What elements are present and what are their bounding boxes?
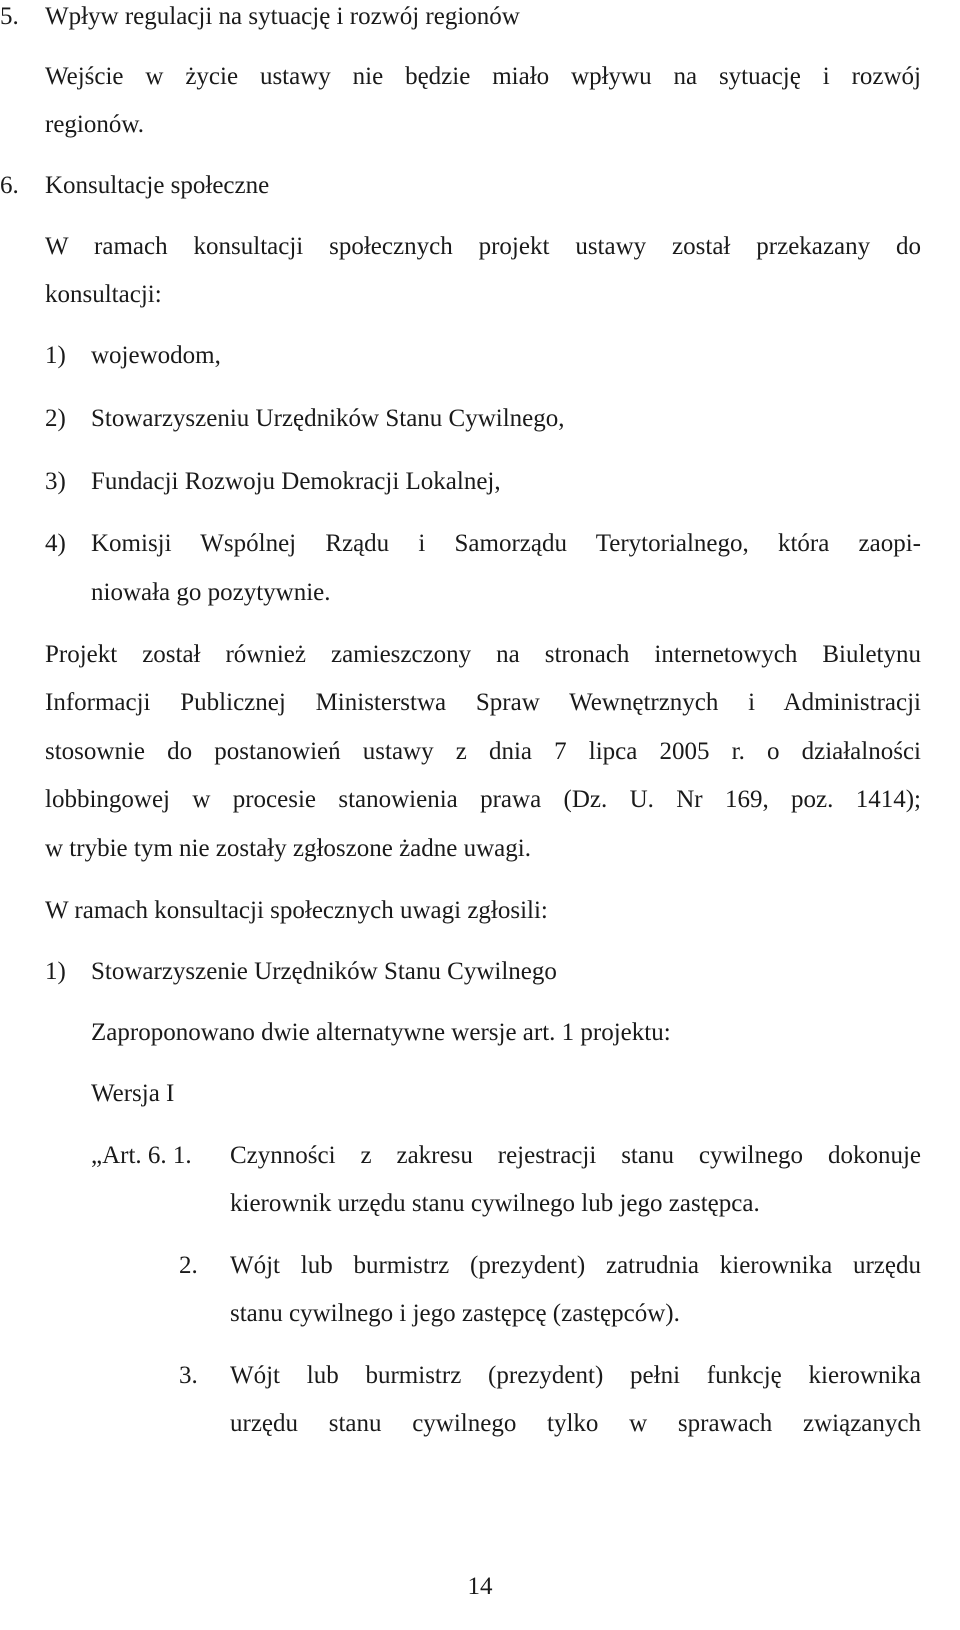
commenter-name: Stowarzyszenie Urzędników Stanu Cywilnego bbox=[91, 958, 557, 985]
article-label: „Art. 6. 1. bbox=[91, 1142, 192, 1169]
recipient-4-text-line-2: niowała go pozytywnie. bbox=[91, 579, 331, 606]
article-item-2-number: 2. bbox=[179, 1252, 198, 1279]
commenter-number: 1) bbox=[45, 958, 66, 985]
section-6-intro-line-1: W ramach konsultacji społecznych projekt ustawy został przekazany do bbox=[45, 233, 921, 260]
recipient-4-text-line-1: Komisji Wspólnej Rządu i Samorządu Terytorialnego, która zaopi- bbox=[91, 530, 921, 557]
article-item-3-line-1: Wójt lub burmistrz (prezydent) pełni funkcję kierownika bbox=[230, 1362, 921, 1389]
publication-line-1: Projekt został również zamieszczony na stronach internetowych Biuletynu bbox=[45, 641, 921, 668]
page-number: 14 bbox=[467, 1573, 493, 1600]
article-item-3-number: 3. bbox=[179, 1362, 198, 1389]
section-5-number: 5. bbox=[0, 3, 19, 30]
version-label: Wersja I bbox=[91, 1080, 175, 1107]
section-5-paragraph-line-1: Wejście w życie ustawy nie będzie miało wpływu na sytuację i rozwój bbox=[45, 63, 921, 90]
recipient-2-text: Stowarzyszeniu Urzędników Stanu Cywilnego, bbox=[91, 405, 565, 432]
section-5-heading: Wpływ regulacji na sytuację i rozwój regionów bbox=[45, 3, 520, 30]
section-6-number: 6. bbox=[0, 172, 19, 199]
publication-line-2: Informacji Publicznej Ministerstwa Spraw Wewnętrznych i Administracji bbox=[45, 689, 921, 716]
publication-line-4: lobbingowej w procesie stanowienia prawa (Dz. U. Nr 169, poz. 1414); bbox=[45, 786, 921, 813]
article-item-3-line-2: urzędu stanu cywilnego tylko w sprawach związanych bbox=[230, 1410, 921, 1437]
publication-line-5: w trybie tym nie zostały zgłoszone żadne uwagi. bbox=[45, 835, 531, 862]
recipient-4-number: 4) bbox=[45, 530, 66, 557]
article-item-1-line-2: kierownik urzędu stanu cywilnego lub jego zastępca. bbox=[230, 1190, 760, 1217]
article-item-1-line-1: Czynności z zakresu rejestracji stanu cywilnego dokonuje bbox=[230, 1142, 921, 1169]
article-item-2-line-1: Wójt lub burmistrz (prezydent) zatrudnia kierownika urzędu bbox=[230, 1252, 921, 1279]
recipient-1-text: wojewodom, bbox=[91, 342, 221, 369]
recipient-1-number: 1) bbox=[45, 342, 66, 369]
recipient-3-number: 3) bbox=[45, 468, 66, 495]
recipient-3-text: Fundacji Rozwoju Demokracji Lokalnej, bbox=[91, 468, 501, 495]
section-6-intro-line-2: konsultacji: bbox=[45, 281, 162, 308]
section-5-paragraph-line-2: regionów. bbox=[45, 111, 145, 138]
comments-intro: W ramach konsultacji społecznych uwagi zgłosili: bbox=[45, 897, 548, 924]
recipient-2-number: 2) bbox=[45, 405, 66, 432]
section-6-heading: Konsultacje społeczne bbox=[45, 172, 270, 199]
article-item-2-line-2: stanu cywilnego i jego zastępcę (zastępców). bbox=[230, 1300, 680, 1327]
publication-line-3: stosownie do postanowień ustawy z dnia 7 lipca 2005 r. o działalności bbox=[45, 738, 921, 765]
proposal-text: Zaproponowano dwie alternatywne wersje art. 1 projektu: bbox=[91, 1019, 671, 1046]
